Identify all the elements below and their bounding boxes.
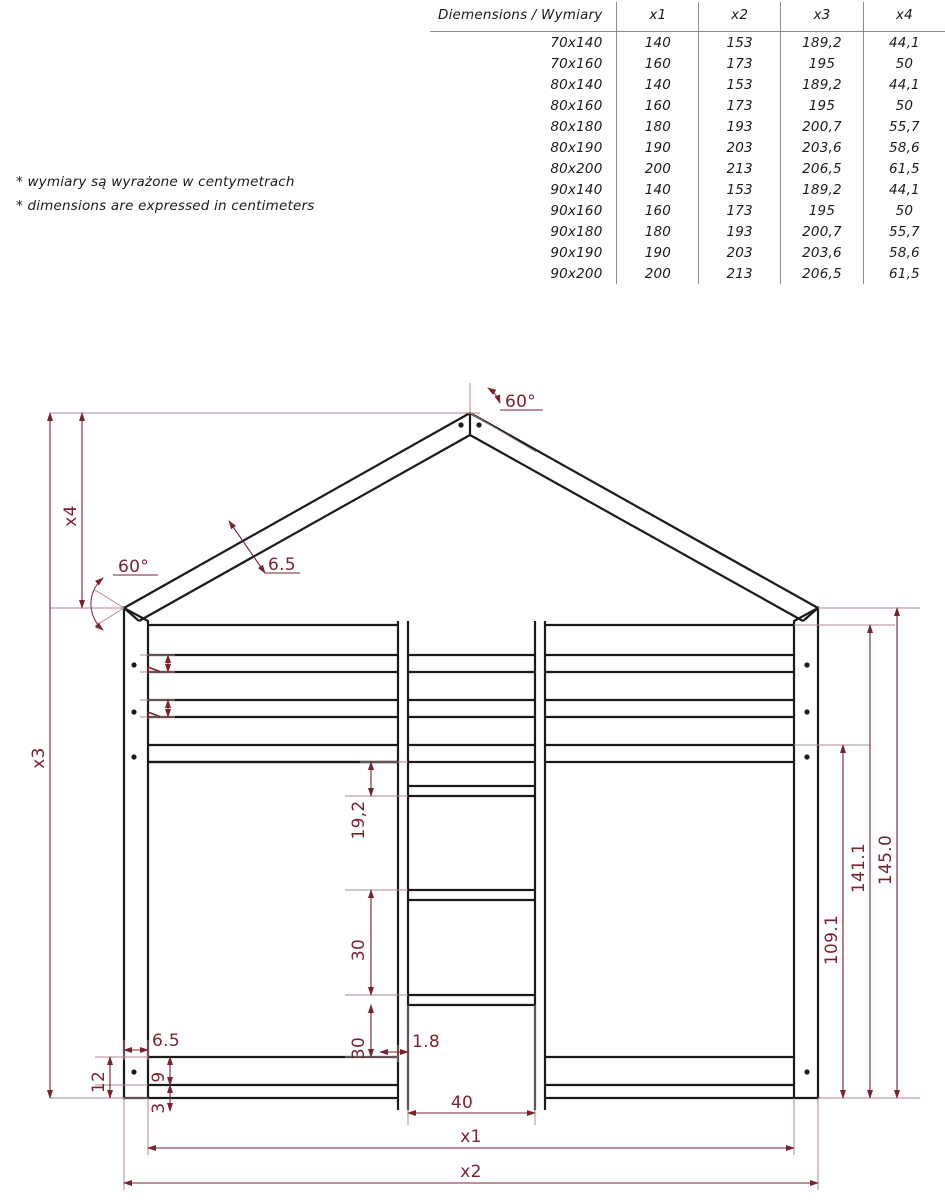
cell-name: 90x190: [550, 244, 603, 261]
label-ladder-step-1: 30: [349, 938, 369, 962]
cell-x4: 50: [863, 200, 945, 221]
label-ladder-step-2: 30: [349, 1036, 369, 1060]
cell-x3: 195: [781, 53, 864, 74]
dot-apex-right: [476, 422, 481, 427]
cell-name: 90x200: [550, 265, 603, 282]
left-post: [124, 608, 148, 1098]
cell-x1: 200: [617, 263, 699, 284]
label-rail-clearance-3: 3: [149, 1102, 169, 1114]
note-polish: * wymiary są wyrażone w centymetrach: [16, 174, 295, 190]
cell-x1: 140: [617, 179, 699, 200]
cell-name: 90x180: [550, 223, 603, 240]
cell-name: 80x140: [550, 76, 603, 93]
cell-x1: 180: [617, 221, 699, 242]
cell-x2: 213: [699, 263, 781, 284]
cell-x3: 200,7: [781, 221, 864, 242]
cell-x2: 153: [699, 32, 781, 54]
cell-x3: 206,5: [781, 158, 864, 179]
cell-x1: 140: [617, 32, 699, 54]
table-header-x1: x1: [617, 2, 699, 32]
cell-x3: 206,5: [781, 263, 864, 284]
apex-ray: [470, 413, 536, 452]
label-right-109: 109.1: [822, 914, 842, 966]
cell-x1: 190: [617, 137, 699, 158]
eave-ray-up: [95, 590, 124, 608]
extension-lines: [50, 413, 920, 1190]
label-ladder-top-gap: 19,2: [349, 800, 369, 840]
roof-left-outer: [124, 413, 470, 608]
dimension-lines: [50, 413, 897, 1183]
label-angle-apex: 60°: [505, 392, 537, 412]
table-header-x3: x3: [781, 2, 864, 32]
label-roof-thickness: 6.5: [268, 555, 296, 575]
cell-name: 70x140: [550, 34, 603, 51]
cell-x4: 50: [863, 95, 945, 116]
dot-left-1: [131, 662, 136, 667]
cell-x3: 203,6: [781, 242, 864, 263]
cell-x2: 193: [699, 116, 781, 137]
cell-x1: 190: [617, 242, 699, 263]
dot-left-3: [131, 754, 136, 759]
label-x1: x1: [460, 1127, 482, 1147]
cell-name: 90x140: [550, 181, 603, 198]
label-x4: x4: [61, 505, 81, 527]
cell-name: 80x190: [550, 139, 603, 156]
label-rail-height-9: 9: [149, 1071, 169, 1083]
label-right-145: 145.0: [876, 834, 896, 886]
joint-dots: [131, 422, 809, 1074]
dot-right-2: [804, 709, 809, 714]
cell-x4: 61,5: [863, 263, 945, 284]
cell-name: 80x180: [550, 118, 603, 135]
cell-x2: 153: [699, 179, 781, 200]
label-right-141: 141.1: [849, 842, 869, 894]
label-angle-eave: 60°: [118, 557, 150, 577]
cell-x4: 58,6: [863, 242, 945, 263]
cell-x3: 195: [781, 95, 864, 116]
label-x3: x3: [29, 747, 49, 769]
cell-name: 90x160: [550, 202, 603, 219]
cell-x3: 200,7: [781, 116, 864, 137]
table-header-dimensions: Diemensions / Wymiary: [438, 7, 603, 23]
dot-apex-left: [458, 422, 463, 427]
cell-name: 80x160: [550, 97, 603, 114]
apex-arc: [488, 388, 500, 403]
cell-x4: 50: [863, 53, 945, 74]
eave-ray-down: [95, 608, 124, 626]
label-x2: x2: [460, 1162, 482, 1182]
label-ladder-width: 40: [450, 1093, 474, 1113]
cell-name: 70x160: [550, 55, 603, 72]
label-leg-height-12: 12: [89, 1070, 109, 1094]
label-rail-gap-lower: 7: [145, 709, 165, 721]
cell-x2: 213: [699, 158, 781, 179]
cell-x3: 189,2: [781, 179, 864, 200]
roof-right-inner: [470, 435, 803, 621]
cell-x4: 55,7: [863, 116, 945, 137]
cell-x2: 203: [699, 242, 781, 263]
label-ladder-rail-width: 1.8: [412, 1032, 440, 1052]
dot-right-1: [804, 662, 809, 667]
cell-x4: 44,1: [863, 74, 945, 95]
cell-x4: 58,6: [863, 137, 945, 158]
dot-left-2: [131, 709, 136, 714]
cell-x1: 160: [617, 53, 699, 74]
cell-x2: 173: [699, 200, 781, 221]
cell-x4: 44,1: [863, 179, 945, 200]
cell-x2: 173: [699, 95, 781, 116]
table-header-x4: x4: [863, 2, 945, 32]
cell-x1: 140: [617, 74, 699, 95]
cell-x4: 55,7: [863, 221, 945, 242]
dot-right-3: [804, 754, 809, 759]
roof-right-outer: [470, 413, 818, 608]
cell-x3: 195: [781, 200, 864, 221]
cell-x4: 61,5: [863, 158, 945, 179]
cell-x1: 200: [617, 158, 699, 179]
bed-structure: [124, 413, 818, 1110]
cell-x2: 153: [699, 74, 781, 95]
dot-left-4: [131, 1069, 136, 1074]
roof-left-inner: [139, 435, 470, 621]
dot-right-4: [804, 1069, 809, 1074]
label-rail-gap-upper: 7: [145, 664, 165, 676]
cell-x1: 160: [617, 200, 699, 221]
cell-x3: 189,2: [781, 74, 864, 95]
cell-x1: 160: [617, 95, 699, 116]
cell-x4: 44,1: [863, 32, 945, 54]
right-post: [794, 608, 818, 1098]
label-leg-offset: 6.5: [152, 1031, 180, 1051]
cell-x1: 180: [617, 116, 699, 137]
cell-x2: 173: [699, 53, 781, 74]
cell-x3: 203,6: [781, 137, 864, 158]
cell-x2: 193: [699, 221, 781, 242]
cell-x2: 203: [699, 137, 781, 158]
cell-x3: 189,2: [781, 32, 864, 54]
note-english: * dimensions are expressed in centimeters: [16, 198, 315, 214]
cell-name: 80x200: [550, 160, 603, 177]
table-header-x2: x2: [699, 2, 781, 32]
